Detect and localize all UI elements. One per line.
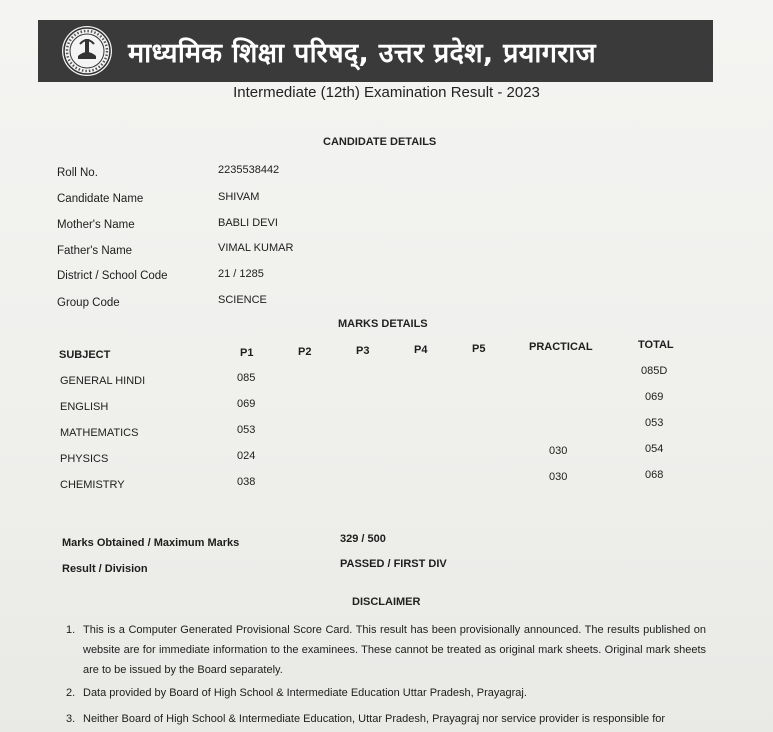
table-row-total: 068 bbox=[645, 469, 664, 481]
table-row-p1: 024 bbox=[237, 450, 256, 462]
mothers-name-label: Mother's Name bbox=[57, 219, 135, 231]
disclaimer-text: Data provided by Board of High School & Intermediate Education Uttar Pradesh, Prayagraj. bbox=[83, 687, 527, 699]
board-emblem-icon bbox=[62, 26, 112, 76]
exam-title: Intermediate (12th) Examination Result - 2023 bbox=[233, 84, 540, 101]
roll-no-label: Roll No. bbox=[57, 167, 98, 179]
board-name: माध्यमिक शिक्षा परिषद्, उत्तर प्रदेश, प्रयागराज bbox=[128, 37, 596, 69]
col-p3: P3 bbox=[356, 345, 370, 357]
col-p5: P5 bbox=[472, 343, 486, 355]
district-school-code-value: 21 / 1285 bbox=[218, 268, 264, 280]
fathers-name-value: VIMAL KUMAR bbox=[218, 242, 294, 254]
col-subject: SUBJECT bbox=[59, 349, 111, 361]
disclaimer-num: 1. bbox=[66, 624, 76, 636]
table-row-total: 054 bbox=[645, 443, 664, 455]
marks-obtained-label: Marks Obtained / Maximum Marks bbox=[62, 537, 240, 549]
disclaimer-text: Neither Board of High School & Intermediate Education, Uttar Pradesh, Prayagraj nor service provider is responsible for bbox=[83, 713, 666, 725]
table-row-p1: 053 bbox=[237, 424, 256, 436]
table-row-subject: MATHEMATICS bbox=[60, 427, 139, 439]
disclaimer-item-3 bbox=[66, 709, 706, 729]
disclaimer-heading: DISCLAIMER bbox=[352, 596, 421, 608]
candidate-name-label: Candidate Name bbox=[57, 193, 144, 205]
table-row-practical: 030 bbox=[549, 471, 568, 483]
group-code-value: SCIENCE bbox=[218, 294, 267, 306]
table-row-subject: GENERAL HINDI bbox=[60, 375, 146, 387]
table-row-total: 069 bbox=[645, 391, 664, 403]
group-code-label: Group Code bbox=[57, 297, 120, 309]
fathers-name-label: Father's Name bbox=[57, 245, 133, 257]
table-row-total: 053 bbox=[645, 417, 664, 429]
table-row-subject: CHEMISTRY bbox=[60, 479, 125, 491]
col-total: TOTAL bbox=[638, 339, 674, 351]
marks-details-heading: MARKS DETAILS bbox=[338, 318, 428, 330]
candidate-name-value: SHIVAM bbox=[218, 191, 260, 203]
col-p4: P4 bbox=[414, 344, 428, 356]
disclaimer-num: 2. bbox=[66, 687, 76, 699]
col-p2: P2 bbox=[298, 346, 312, 358]
board-banner bbox=[38, 20, 713, 82]
table-row-subject: ENGLISH bbox=[60, 401, 109, 413]
table-row-p1: 038 bbox=[237, 476, 256, 488]
table-row-practical: 030 bbox=[549, 445, 568, 457]
col-p1: P1 bbox=[240, 347, 254, 359]
candidate-details-heading: CANDIDATE DETAILS bbox=[323, 136, 437, 148]
disclaimer-num: 3. bbox=[66, 713, 76, 725]
disclaimer-text: This is a Computer Generated Provisional Score Card. This result has been provisionally announced. The results published on website are for immediate information to the examinees. These cannot be treated as original mark sheets. Original mark sheets are to be issued by the Board separately. bbox=[83, 624, 706, 676]
mothers-name-value: BABLI DEVI bbox=[218, 217, 278, 229]
result-division-value: PASSED / FIRST DIV bbox=[340, 558, 447, 570]
disclaimer-item-2 bbox=[66, 683, 706, 703]
district-school-code-label: District / School Code bbox=[57, 270, 168, 282]
table-row-subject: PHYSICS bbox=[60, 453, 109, 465]
disclaimer-item-1 bbox=[66, 620, 706, 680]
result-division-label: Result / Division bbox=[62, 563, 148, 575]
table-row-total: 085D bbox=[641, 365, 668, 377]
table-row-p1: 085 bbox=[237, 372, 256, 384]
roll-no-value: 2235538442 bbox=[218, 164, 280, 176]
col-practical: PRACTICAL bbox=[529, 341, 593, 353]
marks-obtained-value: 329 / 500 bbox=[340, 533, 386, 545]
table-row-p1: 069 bbox=[237, 398, 256, 410]
